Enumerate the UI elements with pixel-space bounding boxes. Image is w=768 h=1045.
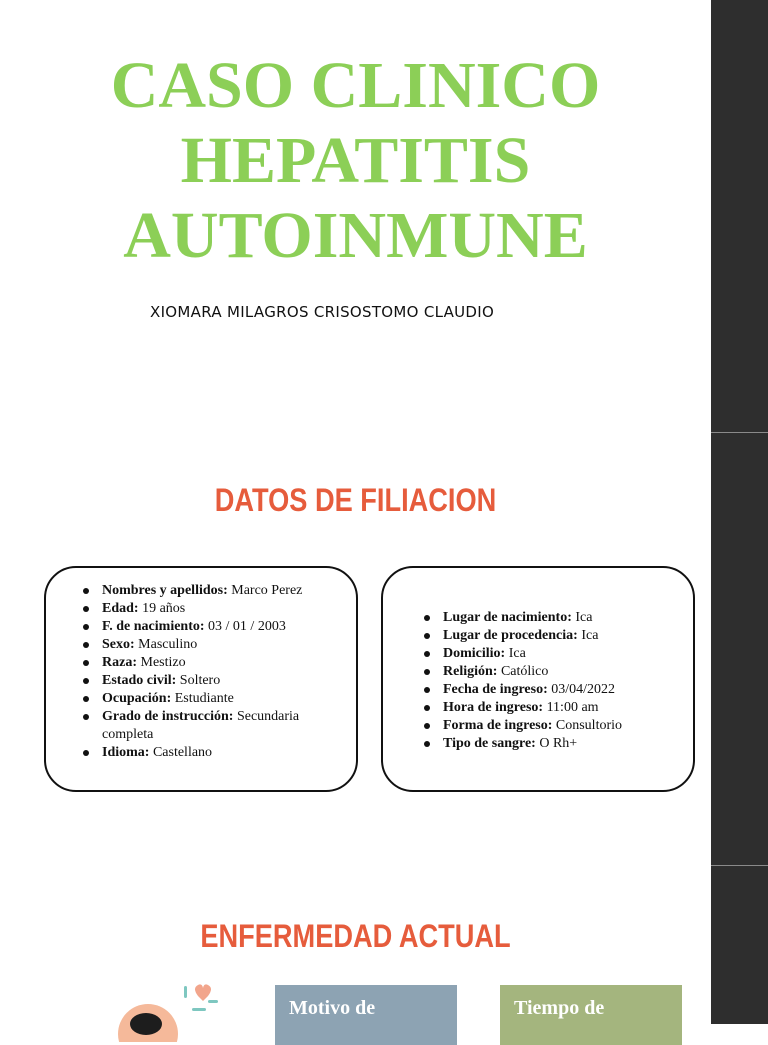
- info-item: [421, 699, 679, 717]
- info-item-value: Mestizo: [137, 655, 186, 670]
- info-item: [80, 690, 342, 708]
- author-name: XIOMARA MILAGROS CRISOSTOMO CLAUDIO: [150, 303, 495, 321]
- info-item: [421, 735, 679, 753]
- info-item-value: Ica: [571, 610, 593, 625]
- info-item: [80, 708, 342, 744]
- info-item: [421, 681, 679, 699]
- info-item-label: Lugar de nacimiento:: [443, 610, 572, 625]
- info-item-label: Lugar de procedencia:: [443, 628, 578, 643]
- info-item-value: Consultorio: [552, 718, 623, 733]
- patient-info-list-left: [80, 582, 342, 762]
- tiempo-tile-label: Tiempo de: [514, 997, 605, 1019]
- info-item-label: Grado de instrucción:: [102, 709, 234, 724]
- info-item-label: Domicilio:: [443, 646, 506, 661]
- info-item-value: Masculino: [134, 637, 198, 652]
- info-item: [80, 744, 342, 762]
- info-item-value: 03/04/2022: [547, 682, 616, 697]
- info-item-label: Raza:: [102, 655, 137, 670]
- info-item-label: F. de nacimiento:: [102, 619, 205, 634]
- info-item: [80, 636, 342, 654]
- motivo-tile-label: Motivo de: [289, 997, 376, 1019]
- info-item: [421, 717, 679, 735]
- patient-info-list-right: [421, 609, 679, 753]
- info-item: [80, 600, 342, 618]
- info-item-label: Edad:: [102, 601, 139, 616]
- info-item: [421, 627, 679, 645]
- info-item-label: Nombres y apellidos:: [102, 583, 228, 598]
- title-line-3: AUTOINMUNE: [123, 199, 588, 272]
- enfermedad-actual-heading: ENFERMEDAD ACTUAL: [200, 918, 511, 954]
- motivo-tile: [275, 985, 457, 1045]
- info-item-value: Estudiante: [171, 691, 234, 706]
- info-item-label: Fecha de ingreso:: [443, 682, 548, 697]
- info-item: [421, 609, 679, 627]
- person-illustration: [80, 982, 230, 1042]
- info-item-value: Católico: [497, 664, 549, 679]
- sidebar-divider: [711, 865, 768, 866]
- info-item-value: O Rh+: [535, 736, 578, 751]
- info-item-value: 11:00 am: [543, 700, 599, 715]
- info-item-label: Ocupación:: [102, 691, 172, 706]
- info-item: [80, 582, 342, 600]
- info-item-label: Forma de ingreso:: [443, 718, 553, 733]
- info-item-label: Hora de ingreso:: [443, 700, 544, 715]
- info-item: [421, 645, 679, 663]
- sparkle-icon: [192, 1008, 206, 1011]
- info-item-label: Tipo de sangre:: [443, 736, 536, 751]
- info-item-label: Idioma:: [102, 745, 150, 760]
- info-item: [421, 663, 679, 681]
- info-item: [80, 654, 342, 672]
- info-item-value: Castellano: [149, 745, 213, 760]
- info-item-label: Sexo:: [102, 637, 135, 652]
- title-line-1: CASO CLINICO: [110, 49, 601, 122]
- info-item-value: Ica: [505, 646, 526, 661]
- tiempo-tile: [500, 985, 682, 1045]
- info-item-value: 19 años: [138, 601, 186, 616]
- info-item-label: Estado civil:: [102, 673, 177, 688]
- info-item: [80, 672, 342, 690]
- right-sidebar-strip: [711, 0, 768, 1024]
- sparkle-icon: [208, 1000, 218, 1003]
- info-item: [80, 618, 342, 636]
- sparkle-icon: [184, 986, 187, 998]
- info-item-value: Marco Perez: [227, 583, 303, 598]
- info-item-value: Soltero: [176, 673, 221, 688]
- info-item-label: Religión:: [443, 664, 498, 679]
- info-item-value: Secundaria completa: [102, 709, 300, 742]
- patient-info-card-right: [381, 566, 695, 792]
- heart-icon: [195, 984, 211, 1001]
- datos-filiacion-heading: DATOS DE FILIACION: [214, 482, 497, 518]
- sidebar-divider: [711, 432, 768, 433]
- patient-info-card-left: [44, 566, 358, 792]
- illustration-hair-shape: [130, 1013, 162, 1035]
- info-item-value: 03 / 01 / 2003: [204, 619, 286, 634]
- title-line-2: HEPATITIS: [180, 124, 531, 197]
- info-item-value: Ica: [577, 628, 599, 643]
